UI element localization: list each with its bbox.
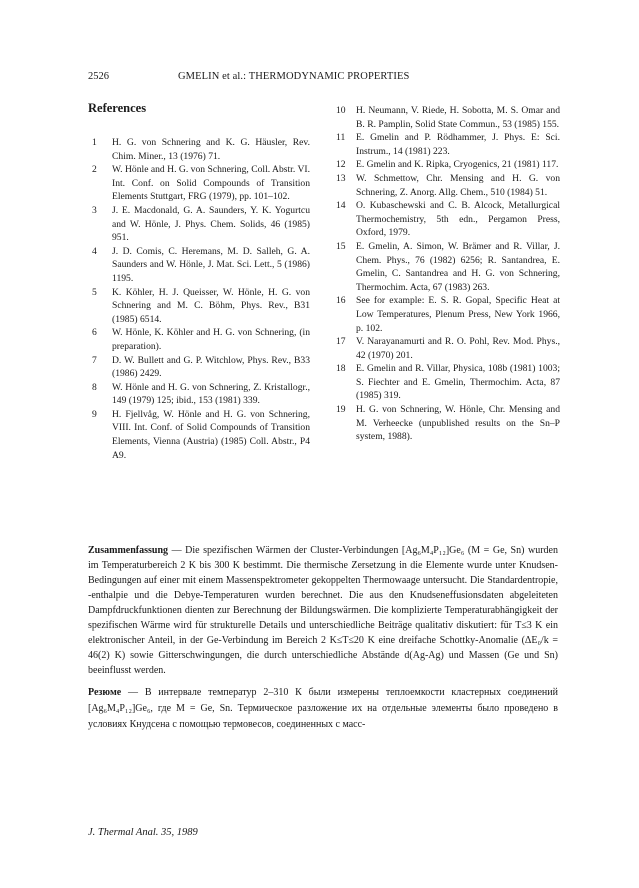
- reference-number: 19: [336, 404, 346, 416]
- abstract-german-label: Zusammenfassung: [88, 545, 169, 556]
- reference-text: E. Gmelin and K. Ripka, Cryogenics, 21 (1981) 117.: [356, 159, 559, 171]
- reference-number: 14: [336, 200, 346, 212]
- abstract-russian: [88, 685, 558, 733]
- reference-text: E. Gmelin and R. Villar, Physica, 108b (1981) 1003; S. Fiechter and E. Gmelin, Thermochim. Acta, 87 (1985) 319.: [356, 363, 560, 402]
- reference-item: [88, 326, 310, 353]
- reference-item: [88, 286, 310, 327]
- reference-text: H. G. von Schnering, W. Hönle, Chr. Mensing and M. Verheecke (unpublished results on the Sn–P system, 1988).: [356, 404, 560, 443]
- page-number: 2526: [88, 71, 109, 82]
- reference-number: 4: [92, 245, 97, 257]
- reference-number: 18: [336, 363, 346, 375]
- reference-text: W. Hönle and H. G. von Schnering, Z. Kristallogr., 149 (1979) 125; ibid., 153 (1981) 339.: [112, 381, 310, 407]
- reference-item: [332, 240, 560, 294]
- abstract-german: [88, 543, 558, 678]
- reference-item: [88, 381, 310, 408]
- reference-number: 13: [336, 172, 346, 184]
- reference-item: [88, 204, 310, 245]
- references-heading: References: [88, 101, 147, 115]
- abstract-russian-text: — В интервале температур 2–310 К были измерены теплоемкости кластерных соединений [Ag₆M₄P₁₂]Ge₆, где M = Ge, Sn. Термическое разложение их на отдельные элементы было проведено в условиях Кнудсена с помощью термовесов, соединенных с масс-: [88, 687, 558, 730]
- references-left-column: [88, 136, 310, 462]
- reference-number: 2: [92, 164, 97, 176]
- reference-text: K. Köhler, H. J. Queisser, W. Hönle, H. G. von Schnering and M. C. Böhm, Phys. Rev., B31 (1985) 6514.: [112, 286, 310, 325]
- reference-text: H. G. von Schnering and K. G. Häusler, Rev. Chim. Miner., 13 (1976) 71.: [112, 137, 310, 162]
- reference-item: [332, 294, 560, 335]
- running-title: GMELIN et al.: THERMODYNAMIC PROPERTIES: [178, 71, 410, 82]
- reference-text: D. W. Bullett and G. P. Witchlow, Phys. Rev., B33 (1986) 2429.: [112, 354, 310, 380]
- reference-number: 9: [92, 408, 97, 420]
- reference-text: W. Hönle and H. G. von Schnering, Coll. Abstr. VI. Int. Conf. on Solid Compounds of Transition Elements Stuttgart, FRG (1979), pp. 101–102.: [112, 164, 310, 203]
- reference-text: E. Gmelin and P. Rödhammer, J. Phys. E: Sci. Instrum., 14 (1981) 223.: [356, 132, 560, 157]
- reference-item: [332, 158, 560, 172]
- reference-number: 8: [92, 381, 97, 393]
- reference-number: 1: [92, 137, 97, 148]
- reference-number: 7: [92, 354, 97, 366]
- reference-item: [332, 131, 560, 158]
- reference-text: E. Gmelin, A. Simon, W. Brämer and R. Villar, J. Chem. Phys., 76 (1982) 6256; R. Santandrea, E. Gmelin, C. Santandrea and H. G. von Schnering, Thermochim. Acta, 67 (1983) 263.: [356, 240, 560, 293]
- reference-text: O. Kubaschewski and C. B. Alcock, Metallurgical Thermochemistry, 5th edn., Pergamon Press, Oxford, 1979.: [356, 200, 560, 239]
- reference-item: [88, 408, 310, 462]
- reference-number: 6: [92, 327, 97, 339]
- reference-number: 11: [336, 132, 346, 144]
- reference-number: 5: [92, 286, 97, 298]
- journal-footer: J. Thermal Anal. 35, 1989: [88, 827, 198, 838]
- reference-text: J. E. Macdonald, G. A. Saunders, Y. K. Yogurtcu and W. Hönle, J. Phys. Chem. Solids, 46 (1985) 951.: [112, 204, 310, 244]
- reference-text: V. Narayanamurti and R. O. Pohl, Rev. Mod. Phys., 42 (1970) 201.: [356, 336, 560, 361]
- abstract-russian-label: Резюме: [88, 687, 122, 698]
- reference-item: [88, 163, 310, 204]
- reference-item: [332, 403, 560, 444]
- reference-text: See for example: E. S. R. Gopal, Specific Heat at Low Temperatures, Plenum Press, New York 1966, p. 102.: [356, 295, 560, 334]
- reference-text: W. Hönle, K. Köhler and H. G. von Schnering, (in preparation).: [112, 327, 310, 352]
- reference-text: H. Fjellvåg, W. Hönle and H. G. von Schnering, VIII. Int. Conf. of Solid Compounds of Transition Elements, Vienna (Austria) (1985) Coll. Abstr., P4 A9.: [112, 408, 310, 461]
- reference-number: 17: [336, 336, 346, 348]
- reference-item: [332, 104, 560, 131]
- reference-number: 10: [336, 105, 346, 116]
- reference-item: [88, 354, 310, 381]
- reference-item: [88, 136, 310, 163]
- reference-item: [88, 245, 310, 286]
- references-right-column: [332, 104, 560, 444]
- reference-number: 15: [336, 240, 346, 252]
- reference-number: 16: [336, 295, 346, 307]
- reference-item: [332, 362, 560, 403]
- abstract-german-text: — Die spezifischen Wärmen der Cluster-Verbindungen [Ag₆M₄P₁₂]Ge₆ (M = Ge, Sn) wurden im Temperaturbereich 2 K bis 300 K bestimmt. Die thermische Zersetzung in die Elemente wurde unter Knudsen-Bedingungen auf einer mit einem Massenspektrometer gekoppelten Thermowaage untersucht. Die Standardentropie, -enthalpie und die Debye-Temperaturen wurden berechnet. Die aus den Knudseneffusionsdaten abgeleiteten Dampfdruckfunktionen dienten zur Berechnung der Bildungswärmen. Die komplizierte Temperaturabhängigkeit der spezifischen Wärme wird für strukturelle Details und unterschiedliche Beiträge qualitativ diskutiert: für T≤3 K ein elektronischer Anteil, in der Ge-Verbindung im Bereich 2 K≤T≤20 K eine dreifache Schottky-Anomalie (ΔE₀/k = 46(2) K) sowie Gitterschwingungen, die durch unterschiedliche Abstände d(Ag-Ag) und Massen (Ge und Sn) beeinflusst werden.: [88, 545, 558, 676]
- reference-number: 3: [92, 204, 97, 216]
- reference-number: 12: [336, 159, 346, 171]
- reference-item: [332, 199, 560, 240]
- reference-text: H. Neumann, V. Riede, H. Sobotta, M. S. Omar and B. R. Pamplin, Solid State Commun., 53 (1985) 155.: [356, 105, 560, 130]
- reference-item: [332, 172, 560, 199]
- reference-text: J. D. Comis, C. Heremans, M. D. Salleh, G. A. Saunders and W. Hönle, J. Mat. Sci. Lett., 5 (1986) 1195.: [112, 245, 310, 284]
- reference-text: W. Schmettow, Chr. Mensing and H. G. von Schnering, Z. Anorg. Allg. Chem., 510 (1984) 51.: [356, 172, 560, 198]
- reference-item: [332, 335, 560, 362]
